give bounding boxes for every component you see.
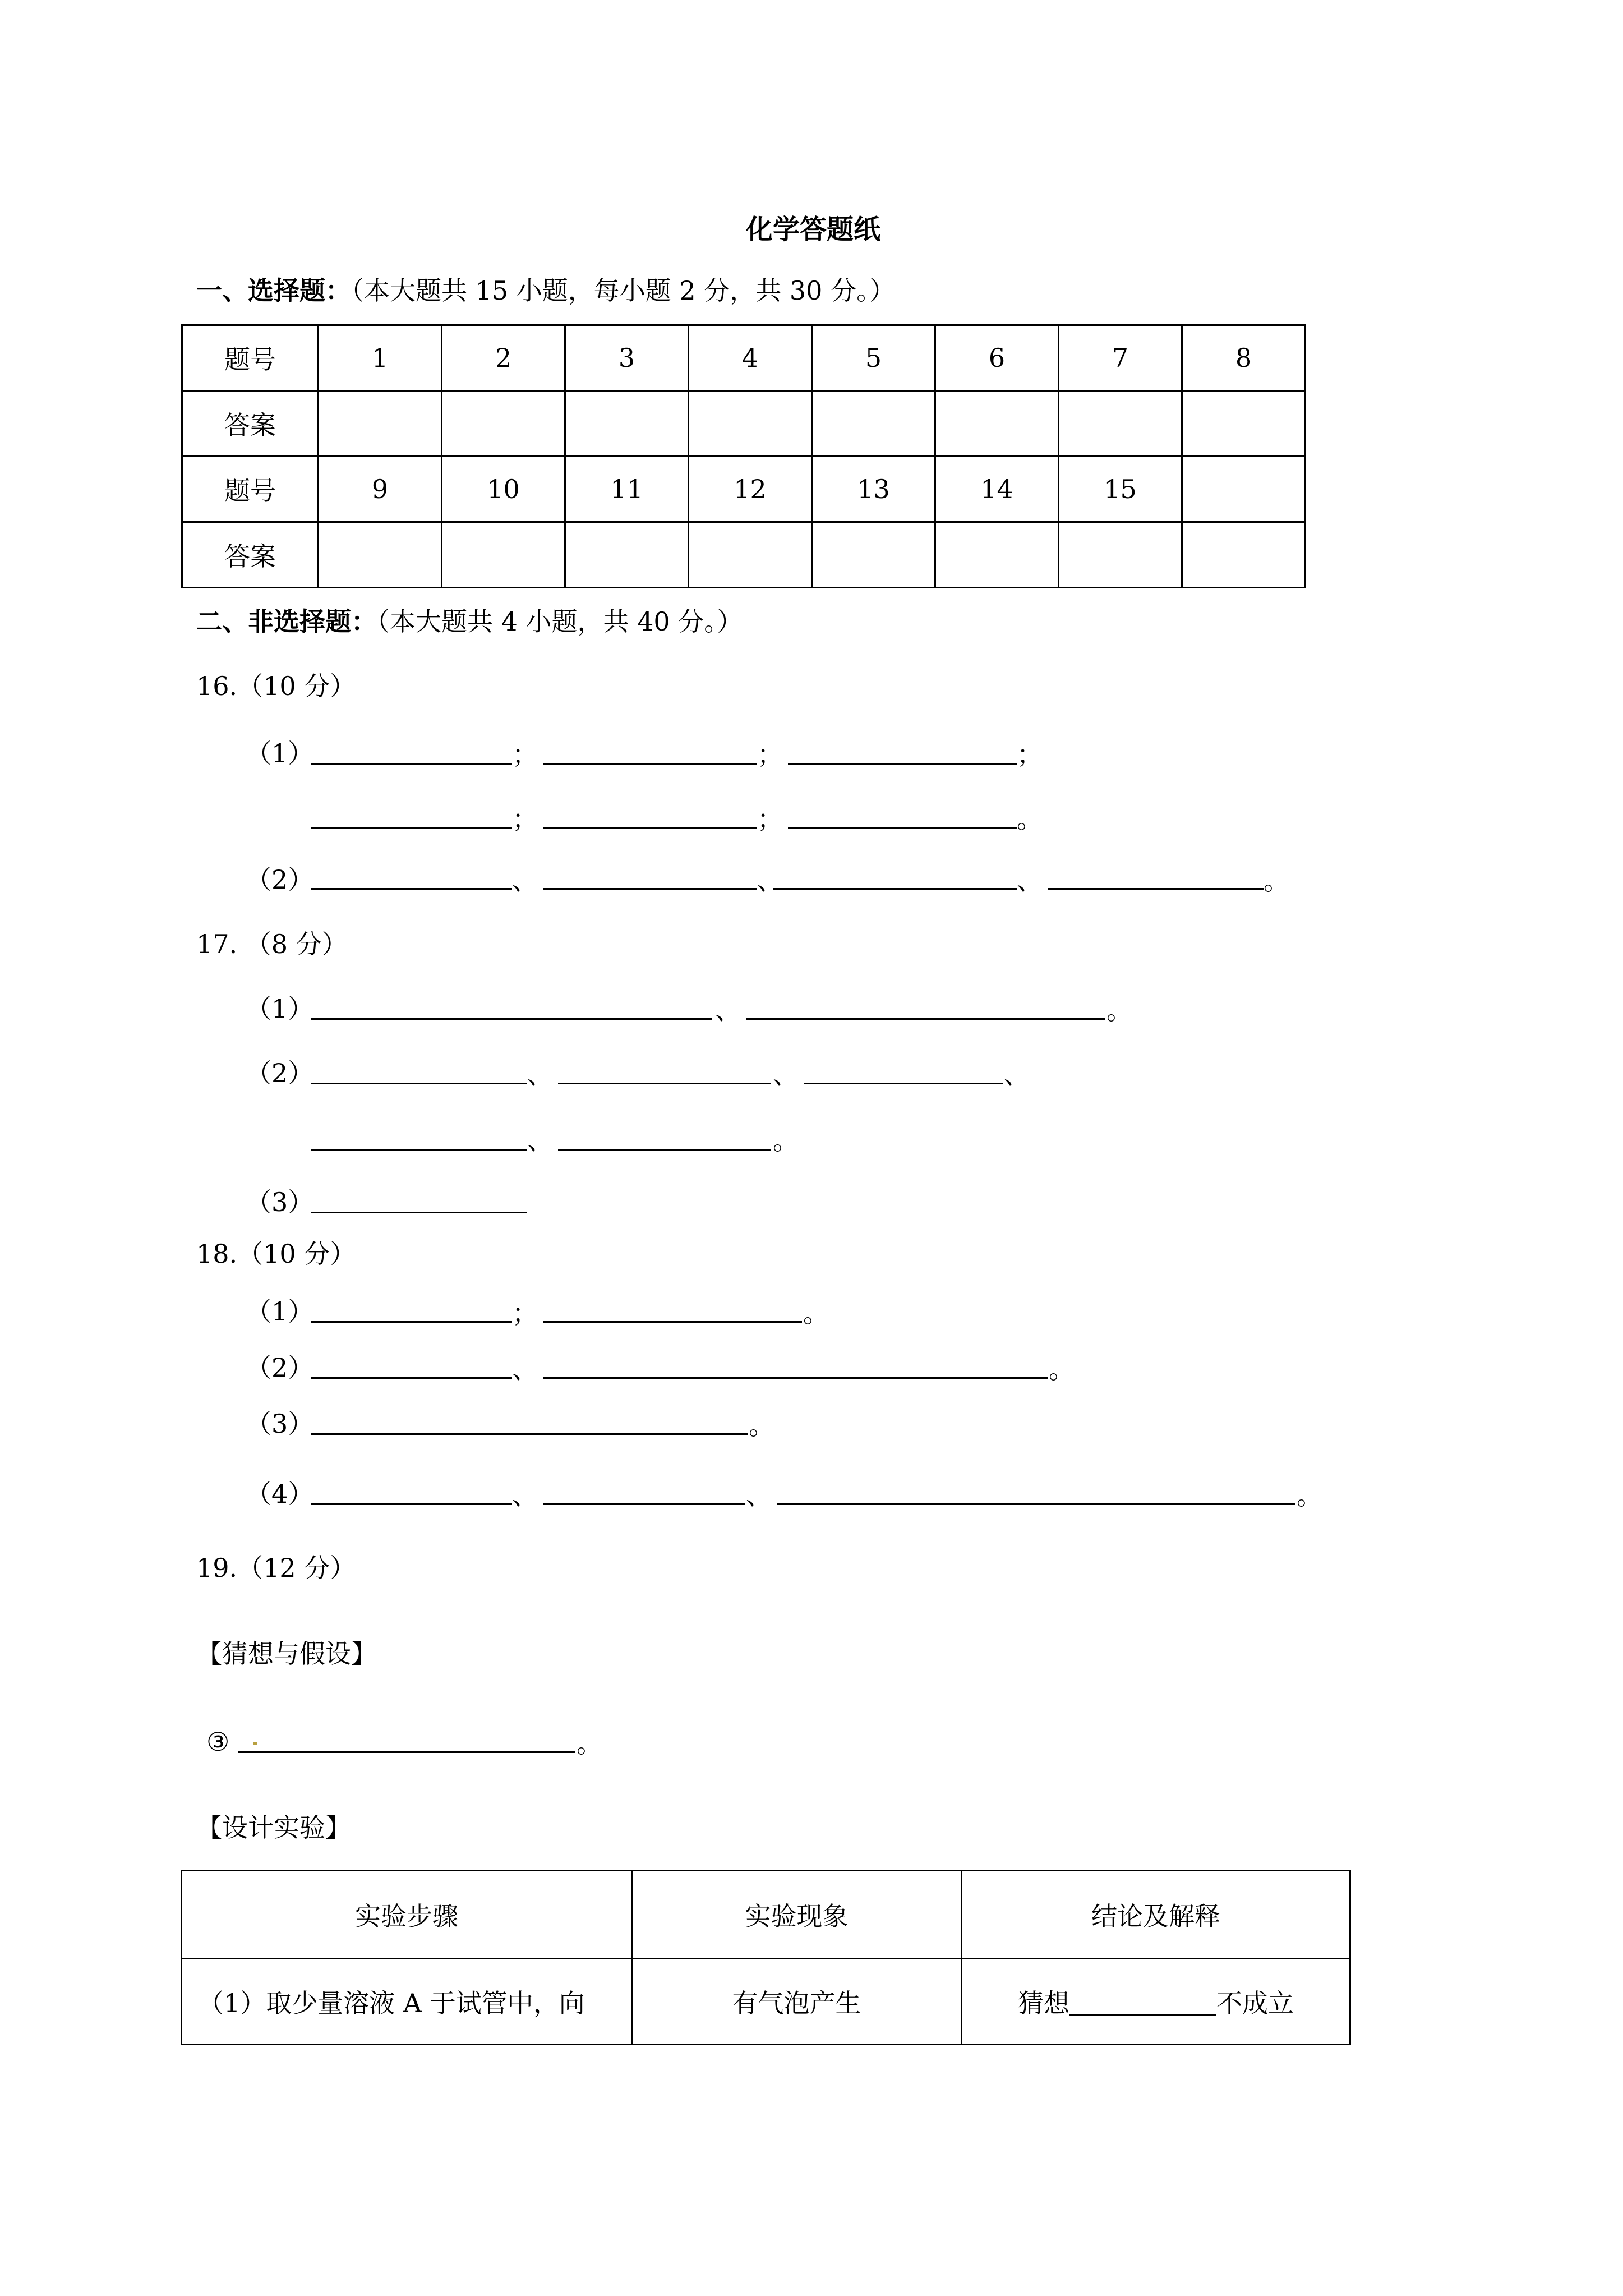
answer-cell[interactable] (812, 391, 935, 457)
separator-period: 。 (749, 1410, 774, 1441)
answer-cell[interactable] (565, 522, 689, 588)
question-18-label: 18.（10 分） (196, 1239, 356, 1269)
question-17-label: 17. （8 分） (196, 929, 348, 959)
page-title: 化学答题纸 (746, 214, 881, 245)
answer-cell[interactable] (442, 391, 565, 457)
answer-cell[interactable] (689, 391, 812, 457)
hypothesis-marker: ③ (206, 1727, 230, 1757)
answer-cell[interactable] (1182, 522, 1306, 588)
separator-semicolon: ； (512, 1298, 538, 1328)
answer-blank[interactable] (746, 1018, 1105, 1020)
q16-part2-label: （2） (246, 864, 314, 895)
conclusion-suffix: 不成立 (1216, 1988, 1294, 2018)
table-row (182, 1871, 1350, 1959)
column-header: 结论及解释 (962, 1871, 1350, 1959)
section1-heading: 一、选择题： (196, 275, 351, 306)
answer-cell[interactable] (689, 522, 812, 588)
question-number: 7 (1059, 325, 1182, 391)
answer-blank[interactable] (311, 1083, 527, 1084)
answer-cell[interactable] (1182, 391, 1306, 457)
separator-comma: 、 (512, 866, 538, 896)
answer-blank[interactable] (543, 888, 757, 890)
table-row (182, 522, 1306, 588)
answer-blank[interactable] (311, 1212, 527, 1213)
experiment-step-cell: （1）取少量溶液 A 于试管中，向 (182, 1959, 632, 2045)
answer-blank[interactable] (543, 1377, 1048, 1379)
separator-semicolon: ； (512, 804, 538, 834)
answer-blank[interactable] (311, 1377, 512, 1379)
answer-cell[interactable] (565, 391, 689, 457)
question-number: 1 (319, 325, 442, 391)
question-number: 15 (1059, 457, 1182, 522)
separator-semicolon: ； (1017, 739, 1043, 770)
separator-comma: 、 (715, 995, 741, 1025)
row-header-answer: 答案 (182, 522, 319, 588)
separator-semicolon: ； (757, 804, 783, 834)
section1-heading-line (196, 275, 896, 306)
hypothesis-heading: 【猜想与假设】 (196, 1639, 377, 1669)
question-number: 2 (442, 325, 565, 391)
question-number: 12 (689, 457, 812, 522)
answer-blank[interactable] (311, 827, 512, 829)
separator-comma: 、 (1004, 1060, 1030, 1090)
answer-blank[interactable] (311, 1503, 512, 1505)
q17-part2-label: （2） (246, 1058, 314, 1088)
answer-blank[interactable] (543, 1503, 745, 1505)
separator-comma: 、 (746, 1480, 772, 1511)
answer-blank[interactable] (543, 763, 757, 765)
q17-part3-label: （3） (246, 1187, 314, 1217)
answer-blank[interactable] (311, 888, 512, 890)
answer-cell[interactable] (1059, 391, 1182, 457)
separator-period: 。 (1297, 1480, 1322, 1511)
separator-period: 。 (1017, 804, 1043, 834)
row-header-number: 题号 (182, 457, 319, 522)
table-row (182, 1959, 1350, 2045)
answer-cell[interactable] (935, 391, 1059, 457)
answer-blank[interactable] (773, 888, 1017, 890)
answer-blank[interactable] (1069, 1991, 1216, 2016)
answer-blank[interactable] (1048, 888, 1264, 890)
separator-period: 。 (803, 1298, 829, 1328)
answer-blank[interactable] (311, 1433, 748, 1435)
answer-blank[interactable] (804, 1083, 1003, 1084)
answer-cell[interactable] (319, 391, 442, 457)
answer-blank[interactable] (777, 1503, 1295, 1505)
separator-comma: 、 (757, 866, 783, 896)
section2-heading-line (196, 606, 743, 637)
question-number: 6 (935, 325, 1059, 391)
q17-part1-label: （1） (246, 993, 314, 1024)
question-number: 4 (689, 325, 812, 391)
answer-blank[interactable] (311, 1321, 512, 1323)
answer-cell[interactable] (812, 522, 935, 588)
separator-period: 。 (1264, 866, 1289, 896)
answer-cell[interactable] (935, 522, 1059, 588)
question-number (1182, 457, 1306, 522)
conclusion-prefix: 猜想 (1018, 1988, 1069, 2018)
cursor-mark (253, 1742, 257, 1745)
separator-period: 。 (577, 1728, 602, 1759)
separator-comma: 、 (512, 1354, 538, 1384)
section2-note: （本大题共 4 小题，共 40 分。） (377, 606, 743, 637)
separator-semicolon: ； (512, 739, 538, 770)
q18-part3-label: （3） (246, 1409, 314, 1439)
q16-part1-label: （1） (246, 738, 314, 769)
table-row (182, 391, 1306, 457)
answer-cell[interactable] (1059, 522, 1182, 588)
q18-part1-label: （1） (246, 1296, 314, 1327)
separator-comma: 、 (512, 1480, 538, 1511)
question-number: 11 (565, 457, 689, 522)
experiment-table (181, 1870, 1351, 2045)
table-row (182, 457, 1306, 522)
row-header-answer: 答案 (182, 391, 319, 457)
q18-part2-label: （2） (246, 1352, 314, 1383)
separator-comma: 、 (527, 1125, 553, 1156)
separator-period: 。 (1049, 1354, 1075, 1384)
section2-heading: 二、非选择题： (196, 606, 377, 637)
table-row (182, 325, 1306, 391)
separator-period: 。 (1106, 995, 1132, 1025)
question-19-label: 19.（12 分） (196, 1553, 356, 1583)
separator-period: 。 (773, 1125, 799, 1156)
design-heading: 【设计实验】 (196, 1812, 351, 1843)
answer-blank[interactable] (558, 1149, 771, 1151)
answer-blank[interactable] (788, 763, 1017, 765)
answer-blank[interactable] (311, 1149, 527, 1151)
answer-cell[interactable] (319, 522, 442, 588)
separator-comma: 、 (773, 1060, 799, 1090)
question-number: 14 (935, 457, 1059, 522)
question-number: 13 (812, 457, 935, 522)
question-number: 10 (442, 457, 565, 522)
answer-blank[interactable] (238, 1751, 575, 1753)
question-number: 8 (1182, 325, 1306, 391)
answer-blank[interactable] (543, 827, 757, 829)
question-16-label: 16.（10 分） (196, 671, 356, 701)
answer-blank[interactable] (788, 827, 1017, 829)
section1-note: （本大题共 15 小题，每小题 2 分，共 30 分。） (351, 275, 896, 306)
column-header: 实验步骤 (182, 1871, 632, 1959)
answer-blank[interactable] (543, 1321, 802, 1323)
row-header-number: 题号 (182, 325, 319, 391)
choice-answer-table (181, 324, 1306, 588)
separator-semicolon: ； (757, 739, 783, 770)
question-number: 9 (319, 457, 442, 522)
experiment-phenomenon-cell: 有气泡产生 (632, 1959, 962, 2045)
column-header: 实验现象 (632, 1871, 962, 1959)
answer-blank[interactable] (311, 763, 512, 765)
answer-blank[interactable] (558, 1083, 771, 1084)
question-number: 5 (812, 325, 935, 391)
separator-comma: 、 (1017, 866, 1043, 896)
answer-blank[interactable] (311, 1018, 712, 1020)
question-number: 3 (565, 325, 689, 391)
answer-cell[interactable] (442, 522, 565, 588)
separator-comma: 、 (527, 1060, 553, 1090)
q18-part4-label: （4） (246, 1479, 314, 1509)
experiment-conclusion-cell (962, 1959, 1350, 2045)
